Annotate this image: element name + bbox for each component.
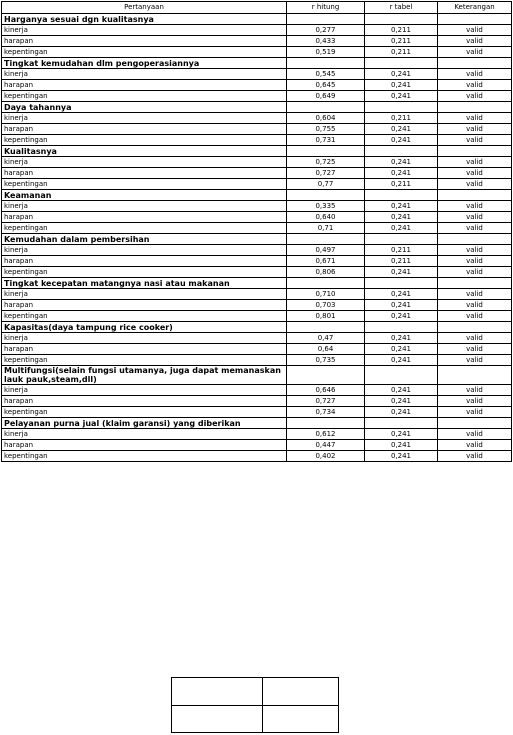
r-tabel-cell: 0,241 xyxy=(365,429,438,440)
r-tabel-cell: 0,241 xyxy=(365,311,438,322)
table-row xyxy=(2,80,512,91)
keterangan-cell: valid xyxy=(438,440,512,451)
r-tabel-cell: 0,241 xyxy=(365,267,438,278)
question-title: Keamanan xyxy=(2,190,287,201)
empty-cell xyxy=(287,418,365,429)
validity-table xyxy=(1,1,512,462)
keterangan-cell: valid xyxy=(438,113,512,124)
r-hitung-cell: 0,735 xyxy=(287,355,365,366)
item-label: kinerja xyxy=(2,157,287,168)
item-label: harapan xyxy=(2,168,287,179)
item-label: kinerja xyxy=(2,289,287,300)
keterangan-cell: valid xyxy=(438,25,512,36)
empty-cell xyxy=(287,14,365,25)
question-title: Daya tahannya xyxy=(2,102,287,113)
r-tabel-cell: 0,241 xyxy=(365,300,438,311)
empty-cell xyxy=(365,102,438,113)
group-row xyxy=(2,146,512,157)
item-label: harapan xyxy=(2,36,287,47)
empty-cell xyxy=(263,705,339,733)
item-label: harapan xyxy=(2,124,287,135)
table-row xyxy=(2,113,512,124)
keterangan-cell: valid xyxy=(438,429,512,440)
keterangan-cell: valid xyxy=(438,396,512,407)
r-tabel-cell: 0,241 xyxy=(365,157,438,168)
keterangan-cell: valid xyxy=(438,267,512,278)
r-hitung-cell: 0,277 xyxy=(287,25,365,36)
empty-small-table xyxy=(171,677,339,733)
question-title: Tingkat kecepatan matangnya nasi atau makanan xyxy=(2,278,287,289)
table-row xyxy=(2,135,512,146)
table-row xyxy=(2,201,512,212)
r-tabel-cell: 0,241 xyxy=(365,69,438,80)
header-r-hitung: r hitung xyxy=(287,2,365,14)
empty-cell xyxy=(365,146,438,157)
empty-cell xyxy=(365,58,438,69)
keterangan-cell: valid xyxy=(438,36,512,47)
r-tabel-cell: 0,241 xyxy=(365,289,438,300)
group-row xyxy=(2,190,512,201)
keterangan-cell: valid xyxy=(438,385,512,396)
empty-cell xyxy=(287,58,365,69)
keterangan-cell: valid xyxy=(438,223,512,234)
table-row xyxy=(2,344,512,355)
r-tabel-cell: 0,241 xyxy=(365,168,438,179)
r-hitung-cell: 0,646 xyxy=(287,385,365,396)
table-row xyxy=(2,289,512,300)
empty-cell xyxy=(365,234,438,245)
r-tabel-cell: 0,211 xyxy=(365,47,438,58)
keterangan-cell: valid xyxy=(438,47,512,58)
item-label: kepentingan xyxy=(2,47,287,58)
group-row xyxy=(2,234,512,245)
r-hitung-cell: 0,731 xyxy=(287,135,365,146)
table-row xyxy=(2,355,512,366)
item-label: harapan xyxy=(2,212,287,223)
keterangan-cell: valid xyxy=(438,451,512,462)
r-tabel-cell: 0,241 xyxy=(365,80,438,91)
r-hitung-cell: 0,640 xyxy=(287,212,365,223)
r-hitung-cell: 0,806 xyxy=(287,267,365,278)
empty-cell xyxy=(438,14,512,25)
item-label: kinerja xyxy=(2,385,287,396)
keterangan-cell: valid xyxy=(438,212,512,223)
empty-cell xyxy=(287,278,365,289)
keterangan-cell: valid xyxy=(438,80,512,91)
table-row xyxy=(2,385,512,396)
item-label: kinerja xyxy=(2,69,287,80)
keterangan-cell: valid xyxy=(438,355,512,366)
keterangan-cell: valid xyxy=(438,69,512,80)
r-hitung-cell: 0,519 xyxy=(287,47,365,58)
empty-cell xyxy=(438,278,512,289)
empty-cell xyxy=(365,190,438,201)
item-label: kepentingan xyxy=(2,135,287,146)
table-row xyxy=(2,25,512,36)
table-row xyxy=(2,36,512,47)
r-hitung-cell: 0,335 xyxy=(287,201,365,212)
r-hitung-cell: 0,402 xyxy=(287,451,365,462)
empty-cell xyxy=(438,102,512,113)
r-tabel-cell: 0,241 xyxy=(365,385,438,396)
header-keterangan: Keterangan xyxy=(438,2,512,14)
item-label: harapan xyxy=(2,396,287,407)
keterangan-cell: valid xyxy=(438,333,512,344)
r-tabel-cell: 0,241 xyxy=(365,91,438,102)
question-title: Kualitasnya xyxy=(2,146,287,157)
table-row xyxy=(2,157,512,168)
r-hitung-cell: 0,47 xyxy=(287,333,365,344)
keterangan-cell: valid xyxy=(438,344,512,355)
empty-cell xyxy=(438,418,512,429)
keterangan-cell: valid xyxy=(438,311,512,322)
r-tabel-cell: 0,211 xyxy=(365,256,438,267)
item-label: kepentingan xyxy=(2,311,287,322)
table-row xyxy=(2,429,512,440)
empty-cell xyxy=(438,58,512,69)
table-row xyxy=(2,396,512,407)
keterangan-cell: valid xyxy=(438,256,512,267)
item-label: kinerja xyxy=(2,429,287,440)
keterangan-cell: valid xyxy=(438,300,512,311)
r-hitung-cell: 0,710 xyxy=(287,289,365,300)
empty-cell xyxy=(365,366,438,385)
r-hitung-cell: 0,727 xyxy=(287,168,365,179)
r-hitung-cell: 0,725 xyxy=(287,157,365,168)
item-label: harapan xyxy=(2,80,287,91)
r-hitung-cell: 0,671 xyxy=(287,256,365,267)
r-hitung-cell: 0,71 xyxy=(287,223,365,234)
keterangan-cell: valid xyxy=(438,124,512,135)
r-tabel-cell: 0,241 xyxy=(365,135,438,146)
r-hitung-cell: 0,604 xyxy=(287,113,365,124)
r-tabel-cell: 0,241 xyxy=(365,451,438,462)
empty-cell xyxy=(365,418,438,429)
empty-cell xyxy=(263,678,339,706)
r-hitung-cell: 0,545 xyxy=(287,69,365,80)
group-row xyxy=(2,58,512,69)
r-tabel-cell: 0,241 xyxy=(365,440,438,451)
table-row xyxy=(2,124,512,135)
keterangan-cell: valid xyxy=(438,201,512,212)
empty-cell xyxy=(287,234,365,245)
header-r-tabel: r tabel xyxy=(365,2,438,14)
table-row xyxy=(2,440,512,451)
item-label: harapan xyxy=(2,256,287,267)
r-hitung-cell: 0,734 xyxy=(287,407,365,418)
empty-cell xyxy=(287,366,365,385)
empty-cell xyxy=(287,322,365,333)
keterangan-cell: valid xyxy=(438,91,512,102)
item-label: kepentingan xyxy=(2,267,287,278)
table-row xyxy=(2,47,512,58)
r-hitung-cell: 0,703 xyxy=(287,300,365,311)
item-label: harapan xyxy=(2,440,287,451)
keterangan-cell: valid xyxy=(438,407,512,418)
r-hitung-cell: 0,649 xyxy=(287,91,365,102)
empty-cell xyxy=(287,146,365,157)
item-label: kepentingan xyxy=(2,223,287,234)
r-tabel-cell: 0,211 xyxy=(365,245,438,256)
table-row xyxy=(2,333,512,344)
question-title: Kemudahan dalam pembersihan xyxy=(2,234,287,245)
item-label: kepentingan xyxy=(2,91,287,102)
empty-cell xyxy=(365,278,438,289)
table-row xyxy=(2,223,512,234)
group-row xyxy=(2,322,512,333)
table-row xyxy=(2,69,512,80)
empty-cell xyxy=(438,146,512,157)
table-row xyxy=(2,91,512,102)
group-row xyxy=(2,366,512,385)
table-row xyxy=(2,168,512,179)
item-label: kinerja xyxy=(2,201,287,212)
table-row xyxy=(2,179,512,190)
group-row xyxy=(2,418,512,429)
r-tabel-cell: 0,241 xyxy=(365,223,438,234)
r-hitung-cell: 0,612 xyxy=(287,429,365,440)
table-row xyxy=(2,451,512,462)
r-tabel-cell: 0,241 xyxy=(365,396,438,407)
question-title: Pelayanan purna jual (klaim garansi) yang diberikan xyxy=(2,418,287,429)
table-row xyxy=(2,245,512,256)
item-label: harapan xyxy=(2,300,287,311)
r-hitung-cell: 0,755 xyxy=(287,124,365,135)
keterangan-cell: valid xyxy=(438,179,512,190)
item-label: kepentingan xyxy=(2,179,287,190)
table-row xyxy=(2,300,512,311)
r-tabel-cell: 0,211 xyxy=(365,179,438,190)
item-label: kinerja xyxy=(2,113,287,124)
item-label: harapan xyxy=(2,344,287,355)
r-hitung-cell: 0,801 xyxy=(287,311,365,322)
empty-cell xyxy=(365,322,438,333)
question-title: Kapasitas(daya tampung rice cooker) xyxy=(2,322,287,333)
empty-cell xyxy=(287,190,365,201)
r-hitung-cell: 0,447 xyxy=(287,440,365,451)
r-tabel-cell: 0,241 xyxy=(365,212,438,223)
empty-cell xyxy=(438,322,512,333)
r-hitung-cell: 0,433 xyxy=(287,36,365,47)
keterangan-cell: valid xyxy=(438,157,512,168)
empty-cell xyxy=(438,190,512,201)
empty-cell xyxy=(172,705,263,733)
group-row xyxy=(2,102,512,113)
table-row xyxy=(2,407,512,418)
item-label: kepentingan xyxy=(2,451,287,462)
r-tabel-cell: 0,241 xyxy=(365,124,438,135)
r-hitung-cell: 0,727 xyxy=(287,396,365,407)
r-tabel-cell: 0,241 xyxy=(365,355,438,366)
question-title: Tingkat kemudahan dlm pengoperasiannya xyxy=(2,58,287,69)
keterangan-cell: valid xyxy=(438,135,512,146)
r-hitung-cell: 0,64 xyxy=(287,344,365,355)
group-row xyxy=(2,278,512,289)
item-label: kinerja xyxy=(2,333,287,344)
r-tabel-cell: 0,241 xyxy=(365,344,438,355)
item-label: kinerja xyxy=(2,25,287,36)
r-tabel-cell: 0,211 xyxy=(365,36,438,47)
item-label: kinerja xyxy=(2,245,287,256)
group-row xyxy=(2,14,512,25)
empty-cell xyxy=(172,678,263,706)
r-hitung-cell: 0,497 xyxy=(287,245,365,256)
empty-cell xyxy=(287,102,365,113)
empty-cell xyxy=(365,14,438,25)
table-row xyxy=(2,256,512,267)
table-row xyxy=(2,311,512,322)
r-tabel-cell: 0,241 xyxy=(365,201,438,212)
keterangan-cell: valid xyxy=(438,289,512,300)
table-row xyxy=(2,212,512,223)
table-row xyxy=(2,267,512,278)
header-pertanyaan: Pertanyaan xyxy=(2,2,287,14)
table-body xyxy=(2,14,512,462)
empty-cell xyxy=(438,366,512,385)
r-tabel-cell: 0,241 xyxy=(365,407,438,418)
keterangan-cell: valid xyxy=(438,245,512,256)
r-hitung-cell: 0,77 xyxy=(287,179,365,190)
question-title: Multifungsi(selain fungsi utamanya, juga dapat memanaskan lauk pauk,steam,dll) xyxy=(2,366,287,385)
question-title: Harganya sesuai dgn kualitasnya xyxy=(2,14,287,25)
item-label: kepentingan xyxy=(2,407,287,418)
r-hitung-cell: 0,645 xyxy=(287,80,365,91)
r-tabel-cell: 0,211 xyxy=(365,25,438,36)
r-tabel-cell: 0,241 xyxy=(365,333,438,344)
item-label: kepentingan xyxy=(2,355,287,366)
header-row xyxy=(2,2,512,14)
r-tabel-cell: 0,211 xyxy=(365,113,438,124)
keterangan-cell: valid xyxy=(438,168,512,179)
empty-cell xyxy=(438,234,512,245)
